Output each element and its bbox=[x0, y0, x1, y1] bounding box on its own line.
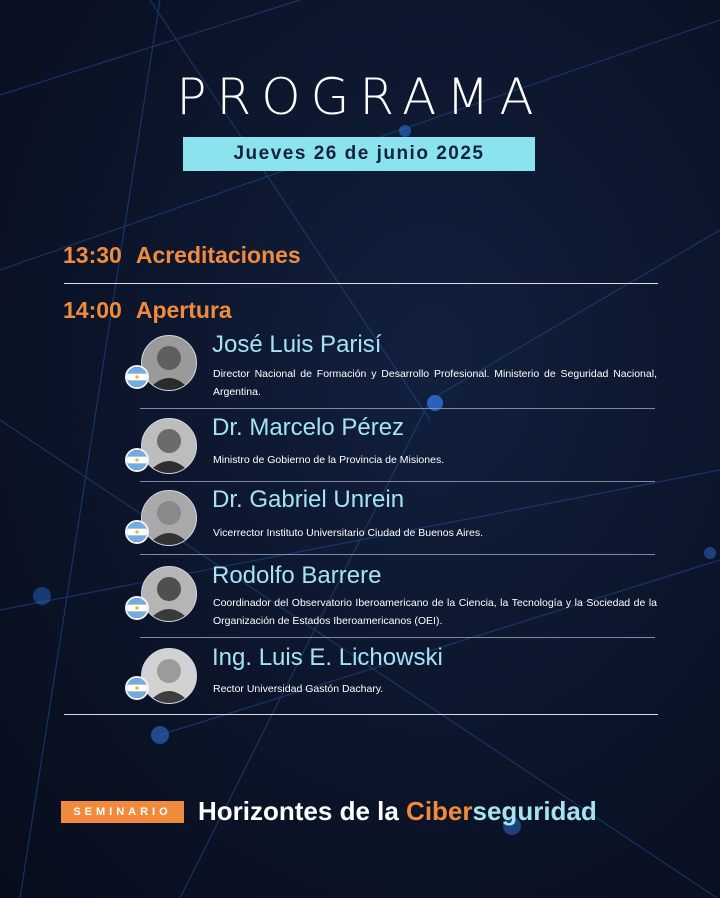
argentina-flag-icon bbox=[125, 520, 149, 544]
seminar-title bbox=[198, 796, 597, 827]
schedule-slot-opening bbox=[63, 297, 232, 324]
avatar bbox=[141, 648, 197, 704]
divider bbox=[64, 714, 658, 715]
avatar bbox=[141, 418, 197, 474]
argentina-flag-icon bbox=[125, 596, 149, 620]
schedule-label: Acreditaciones bbox=[135, 242, 301, 268]
divider bbox=[140, 408, 655, 409]
avatar bbox=[141, 566, 197, 622]
schedule-slot-accreditation bbox=[63, 242, 301, 269]
avatar bbox=[141, 490, 197, 546]
divider bbox=[64, 283, 658, 284]
speaker-role: Rector Universidad Gastón Dachary. bbox=[213, 683, 384, 695]
argentina-flag-icon bbox=[125, 448, 149, 472]
schedule-time: 13:30 bbox=[63, 242, 122, 268]
speaker-name: Dr. Marcelo Pérez bbox=[212, 414, 405, 441]
page-title: PROGRAMA bbox=[176, 68, 544, 126]
seminar-tag: SEMINARIO bbox=[61, 801, 184, 823]
argentina-flag-icon bbox=[125, 365, 149, 389]
speaker-name: Dr. Gabriel Unrein bbox=[212, 486, 405, 513]
seminar-title-part: Horizontes de la bbox=[198, 796, 407, 826]
schedule-time: 14:00 bbox=[63, 297, 122, 323]
avatar bbox=[141, 335, 197, 391]
event-date-badge: Jueves 26 de junio 2025 bbox=[183, 137, 535, 171]
speaker-name: Rodolfo Barrere bbox=[212, 562, 382, 589]
divider bbox=[140, 481, 655, 482]
argentina-flag-icon bbox=[125, 676, 149, 700]
seminar-title-highlight: Ciber bbox=[406, 796, 473, 826]
speaker-role: Ministro de Gobierno de la Provincia de Misiones. bbox=[213, 454, 445, 466]
divider bbox=[140, 554, 655, 555]
speaker-name: Ing. Luis E. Lichowski bbox=[212, 644, 443, 671]
seminar-title-part: seguridad bbox=[472, 796, 597, 826]
speaker-role: Director Nacional de Formación y Desarrollo Profesional. Ministerio de Seguridad Nacional, Argentina. bbox=[213, 368, 657, 398]
divider bbox=[140, 637, 655, 638]
schedule-label: Apertura bbox=[135, 297, 232, 323]
speaker-role: Coordinador del Observatorio Iberoamericano de la Ciencia, la Tecnología y la Sociedad de la Organización de Estados Iberoamericanos (OEI). bbox=[213, 597, 657, 627]
speaker-role: Vicerrector Instituto Universitario Ciudad de Buenos Aires. bbox=[213, 527, 484, 539]
speaker-name: José Luis Parisí bbox=[212, 331, 382, 358]
